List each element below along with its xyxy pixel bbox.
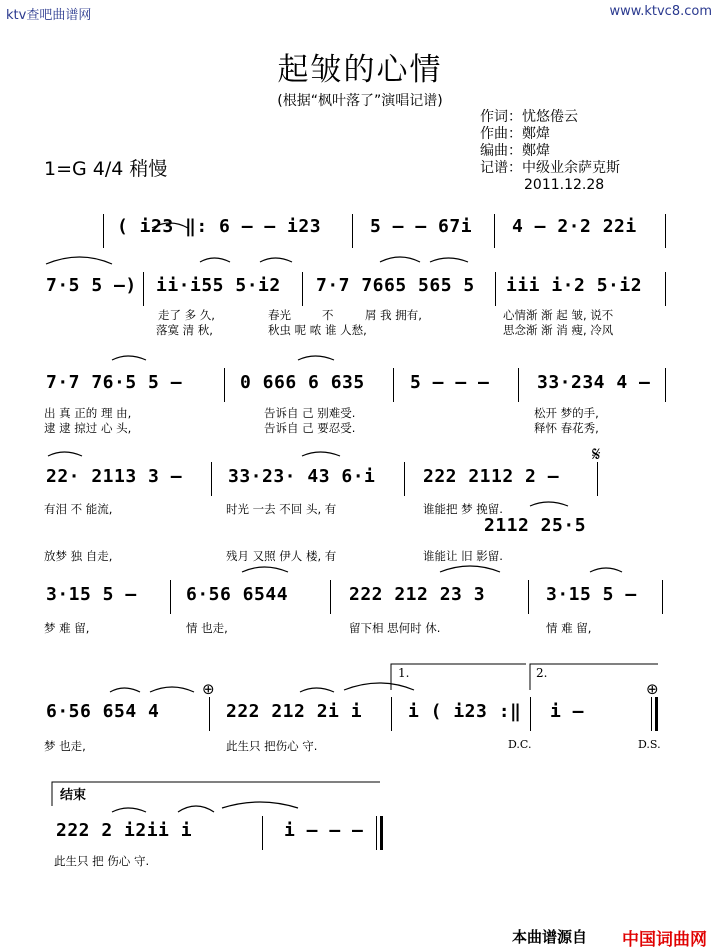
- key-signature: 1=G 4/4 稍慢: [44, 158, 168, 180]
- note-group: 6·56 654 4: [46, 701, 160, 722]
- bar-line: [209, 697, 210, 731]
- lyric-line: 时光 一去 不回 头, 有: [226, 502, 337, 516]
- note-group: 6·56 6544: [186, 584, 289, 605]
- note-group: 4 – 2·2 22i: [512, 216, 637, 237]
- lyric-line: 谁能把 梦 挽留.: [423, 502, 503, 516]
- bar-line: [495, 272, 496, 306]
- note-group: 33·234 4 –: [537, 372, 651, 393]
- final-bar-line: [380, 816, 383, 850]
- bar-line: [665, 214, 666, 248]
- bar-line: [528, 580, 529, 614]
- lyric-line: 松开 梦的手,: [534, 406, 599, 420]
- note-group: 5 – – 67i: [370, 216, 473, 237]
- credit-transcriber: 记谱：中级业余萨克斯: [480, 160, 620, 176]
- note-group: 222 212 2i i: [226, 701, 363, 722]
- bar-line: [391, 697, 392, 731]
- site-watermark-right: www.ktvc8.com: [609, 4, 712, 19]
- final-bar-line: [655, 697, 658, 731]
- bar-line: [376, 816, 377, 850]
- footer-source-label: 本曲谱源自: [512, 928, 588, 946]
- volta-2-label: 2.: [536, 666, 548, 680]
- lyric-line: 有泪 不 能流,: [44, 502, 113, 516]
- lyric-line: 屑 我 拥有,: [365, 308, 422, 322]
- credits-block: [480, 109, 620, 194]
- bar-line: [143, 272, 144, 306]
- bar-line: [103, 214, 104, 248]
- lyric-line: 走了 多 久,: [158, 308, 215, 322]
- note-group: i ( i23 :‖: [408, 701, 522, 722]
- bar-line: [224, 368, 225, 402]
- dc-mark: D.C.: [508, 738, 532, 751]
- ds-mark: D.S.: [638, 738, 661, 751]
- note-group: 33·23· 43 6·i: [228, 466, 376, 487]
- segno-icon: 𝄋: [592, 442, 601, 466]
- lyric-line: 思念渐 渐 消 瘦, 冷风: [503, 323, 614, 337]
- note-group: 5 – – –: [410, 372, 490, 393]
- bar-line: [651, 697, 652, 731]
- coda-icon: ⊕: [202, 680, 215, 698]
- lyric-line: 出 真 正的 理 由,: [44, 406, 132, 420]
- note-group: ( i23 ‖: 6 – – i23: [117, 216, 322, 237]
- credit-lyricist: 作词：忧悠倦云: [480, 109, 578, 125]
- ending-label: 结束: [60, 788, 87, 803]
- bar-line: [494, 214, 495, 248]
- site-watermark-left: ktv查吧曲谱网: [6, 8, 92, 23]
- credit-arranger: 编曲：鄭煒: [480, 143, 550, 159]
- lyric-line: 心情渐 渐 起 皱, 说不: [503, 308, 614, 322]
- song-title: 起皱的心情: [277, 52, 443, 88]
- lyric-line: 落寞 清 秋,: [156, 323, 213, 337]
- lyric-line: 残月 又照 伊人 楼, 有: [226, 549, 337, 563]
- lyric-line: 情 难 留,: [546, 621, 592, 635]
- note-group: iii i·2 5·i2: [506, 275, 643, 296]
- bar-line: [330, 580, 331, 614]
- bar-line: [352, 214, 353, 248]
- bar-line: [393, 368, 394, 402]
- lyric-line: 留下相 思何时 休.: [349, 621, 441, 635]
- lyric-line: 告诉自 己 别难受.: [264, 406, 356, 420]
- bar-line: [404, 462, 405, 496]
- note-group: ii·i55 5·i2: [156, 275, 281, 296]
- lyric-line: 此生只 把 伤心 守.: [54, 854, 150, 868]
- bar-line: [211, 462, 212, 496]
- bar-line: [518, 368, 519, 402]
- note-group: 7·7 76·5 5 –: [46, 372, 183, 393]
- note-group: 222 212 23 3: [349, 584, 486, 605]
- lyric-line: 放梦 独 自走,: [44, 549, 113, 563]
- bar-line: [665, 272, 666, 306]
- lyric-line: 梦 也走,: [44, 739, 86, 753]
- note-group: 222 2112 2 –: [423, 466, 560, 487]
- note-group: 222 2 i2ii i: [56, 820, 193, 841]
- note-group: 3·15 5 –: [546, 584, 637, 605]
- bar-line: [662, 580, 663, 614]
- note-group: 7·5 5 –): [46, 275, 137, 296]
- lyric-line: 谁能让 旧 影留.: [423, 549, 503, 563]
- bar-line: [665, 368, 666, 402]
- note-group: 7·7 7665 565 5: [316, 275, 475, 296]
- lyric-line: 逮 逮 掠过 心 头,: [44, 421, 132, 435]
- bar-line: [597, 462, 598, 496]
- lyric-line: 此生只 把伤心 守.: [226, 739, 318, 753]
- note-group: 3·15 5 –: [46, 584, 137, 605]
- credit-date: 2011.12.28: [524, 177, 605, 193]
- bar-line: [170, 580, 171, 614]
- lyric-line: 不: [322, 308, 334, 322]
- lyric-line: 情 也走,: [186, 621, 228, 635]
- bar-line: [302, 272, 303, 306]
- footer-source-site: 中国词曲网: [622, 930, 707, 950]
- song-subtitle: (根据“枫叶落了”演唱记谱): [277, 93, 443, 109]
- coda-icon: ⊕: [646, 680, 659, 698]
- lyric-line: 春光: [268, 308, 291, 322]
- note-group: 2112 25·5: [484, 515, 587, 536]
- note-group: i –: [550, 701, 585, 722]
- lyric-line: 告诉自 己 要忍受.: [264, 421, 356, 435]
- lyric-line: 梦 难 留,: [44, 621, 90, 635]
- volta-1-label: 1.: [398, 666, 410, 680]
- lyric-line: 释怀 春花秀,: [534, 421, 599, 435]
- bar-line: [262, 816, 263, 850]
- credit-composer: 作曲：鄭煒: [480, 126, 550, 142]
- lyric-line: 秋虫 呢 哝 谁 人愁,: [268, 323, 367, 337]
- note-group: 22· 2113 3 –: [46, 466, 183, 487]
- note-group: i – – –: [284, 820, 364, 841]
- bar-line: [530, 697, 531, 731]
- note-group: 0 666 6 635: [240, 372, 365, 393]
